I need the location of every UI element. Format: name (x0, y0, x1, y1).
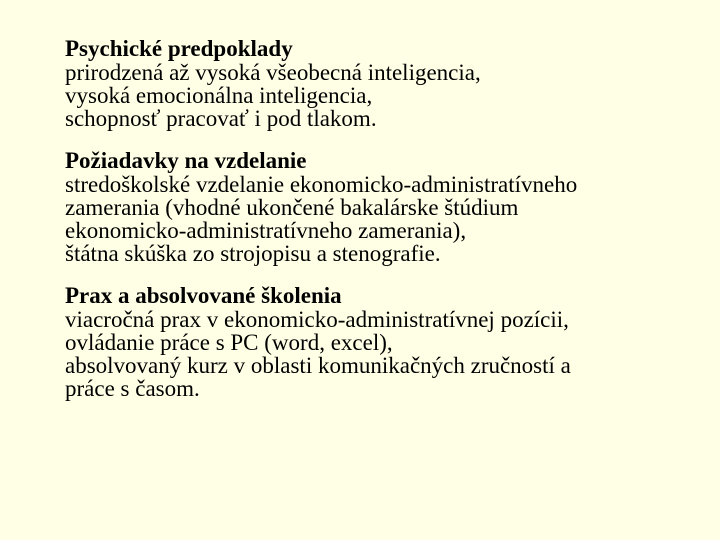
slide-content (65, 36, 705, 418)
section-line: schopnosť pracovať i pod tlakom. (65, 106, 377, 131)
section-line: práce s časom. (65, 376, 200, 401)
section-heading: Požiadavky na vzdelanie (65, 148, 307, 173)
section-line: štátna skúška zo strojopisu a stenografie. (65, 241, 441, 266)
section-psychological-requirements (65, 36, 705, 130)
section-line: ekonomicko-administratívneho zamerania), (65, 218, 467, 243)
section-line: ovládanie práce s PC (word, excel), (65, 330, 393, 355)
section-experience-trainings (65, 283, 705, 400)
section-line: stredoškolské vzdelanie ekonomicko-administratívneho (65, 172, 578, 197)
section-line: prirodzená až vysoká všeobecná inteligencia, (65, 60, 481, 85)
section-line: absolvovaný kurz v oblasti komunikačných zručností a (65, 353, 571, 378)
section-heading: Prax a absolvované školenia (65, 283, 342, 308)
section-heading: Psychické predpoklady (65, 36, 293, 61)
section-line: vysoká emocionálna inteligencia, (65, 83, 373, 108)
section-line: viacročná prax v ekonomicko-administratívnej pozícii, (65, 307, 569, 332)
section-line: zamerania (vhodné ukončené bakalárske štúdium (65, 195, 519, 220)
section-education-requirements (65, 148, 705, 265)
